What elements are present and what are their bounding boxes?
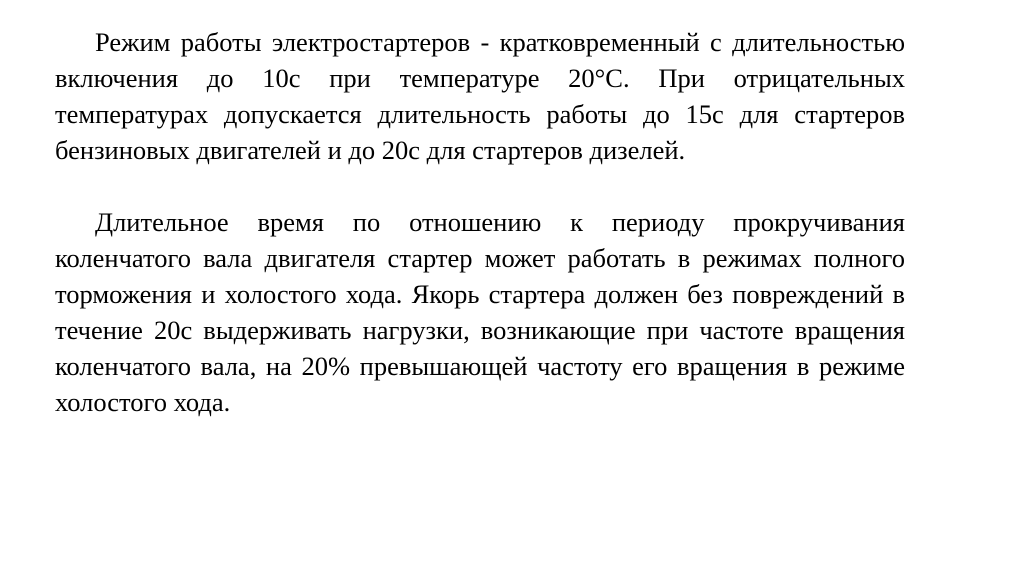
paragraph-starter-operating-mode: Режим работы электростартеров - кратковременный с длительностью включения до 10с при температуре 20°С. При отрицательных температурах допускается длительность работы до 15с для стартеров бензиновых двигателей и до 20с для стартеров дизелей. (55, 27, 905, 165)
document-page (55, 24, 905, 420)
paragraph-starter-load-requirements: Длительное время по отношению к периоду прокручивания коленчатого вала двигателя стартер может работать в режимах полного торможения и холостого хода. Якорь стартера должен без повреждений в течение 20с выдерживать нагрузки, возникающие при частоте вращения коленчатого вала, на 20% превышающей частоту его вращения в режиме холостого хода. (55, 207, 905, 417)
